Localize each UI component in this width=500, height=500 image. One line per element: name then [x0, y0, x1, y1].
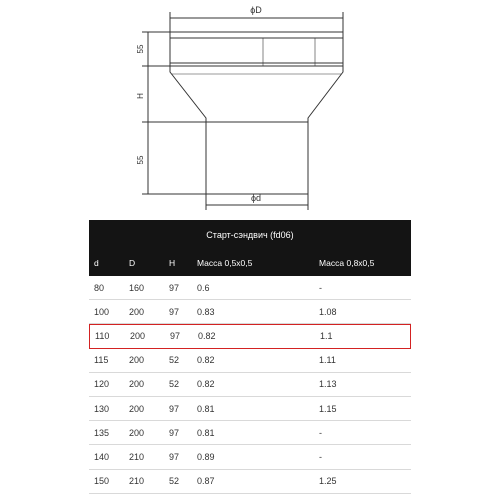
cell-H: 52 — [169, 379, 180, 390]
cell-m2: 1.15 — [319, 403, 337, 414]
cell-m2: - — [319, 282, 322, 293]
cell-D: 200 — [129, 355, 145, 366]
table-body — [89, 276, 411, 494]
cell-m1: 0.82 — [197, 379, 215, 390]
cell-d: 140 — [94, 451, 110, 462]
middle-height-label: H — [136, 93, 145, 99]
cell-m2: - — [319, 427, 322, 438]
table-row-highlighted — [89, 324, 411, 348]
table-row — [89, 373, 411, 397]
header-d: d — [94, 258, 99, 268]
header-mass-08: Масса 0,8х0,5 — [319, 258, 375, 268]
cell-H: 97 — [169, 403, 180, 414]
cell-m1: 0.83 — [197, 306, 215, 317]
cell-m2: 1.1 — [320, 331, 333, 342]
table-header-row — [89, 250, 411, 276]
cell-m1: 0.87 — [197, 476, 215, 487]
lower-pipe — [206, 122, 308, 194]
table-row — [89, 349, 411, 373]
cell-H: 97 — [169, 427, 180, 438]
cone-left-side — [170, 66, 206, 122]
spec-table — [89, 220, 411, 494]
cell-d: 130 — [94, 403, 110, 414]
cell-H: 97 — [169, 306, 180, 317]
cell-H: 52 — [169, 355, 180, 366]
table-row — [89, 445, 411, 469]
table-row — [89, 276, 411, 300]
cell-H: 97 — [170, 331, 181, 342]
cell-D: 200 — [130, 331, 146, 342]
cell-d: 80 — [94, 282, 105, 293]
header-H: H — [169, 258, 176, 268]
table-title: Старт-сэндвич (fd06) — [89, 220, 411, 250]
header-mass-05: Масса 0,5х0,5 — [197, 258, 253, 268]
technical-drawing — [0, 0, 500, 215]
outer-diameter-label: ϕD — [250, 5, 262, 15]
table-row — [89, 397, 411, 421]
cell-m2: 1.08 — [319, 306, 337, 317]
cell-H: 97 — [169, 451, 180, 462]
cell-m2: 1.11 — [319, 355, 336, 366]
cell-d: 135 — [94, 427, 110, 438]
cell-d: 120 — [94, 379, 110, 390]
cell-m2: 1.13 — [319, 379, 337, 390]
upper-cylinder — [170, 32, 343, 66]
cell-D: 160 — [129, 282, 145, 293]
cell-m1: 0.82 — [198, 331, 216, 342]
cell-m2: 1.25 — [319, 476, 337, 487]
cell-m1: 0.82 — [197, 355, 215, 366]
table-row — [89, 300, 411, 324]
cone-right-side — [308, 66, 343, 122]
table-row — [89, 421, 411, 445]
table-row — [89, 470, 411, 494]
top-height-label: 55 — [136, 44, 145, 54]
cell-d: 115 — [94, 355, 109, 366]
header-D: D — [129, 258, 136, 268]
cell-D: 210 — [129, 451, 145, 462]
cell-d: 110 — [95, 331, 110, 342]
cell-m1: 0.81 — [197, 403, 215, 414]
cell-D: 200 — [129, 306, 145, 317]
cell-H: 97 — [169, 282, 180, 293]
cell-m1: 0.6 — [197, 282, 210, 293]
cell-D: 210 — [129, 476, 145, 487]
cell-D: 200 — [129, 427, 145, 438]
cell-H: 52 — [169, 476, 180, 487]
cell-d: 100 — [94, 306, 110, 317]
cell-m1: 0.89 — [197, 451, 215, 462]
cell-d: 150 — [94, 476, 110, 487]
cell-D: 200 — [129, 379, 145, 390]
cell-m2: - — [319, 451, 322, 462]
bottom-height-label: 55 — [136, 155, 145, 165]
cell-m1: 0.81 — [197, 427, 215, 438]
inner-diameter-label: ϕd — [250, 193, 262, 203]
cell-D: 200 — [129, 403, 145, 414]
